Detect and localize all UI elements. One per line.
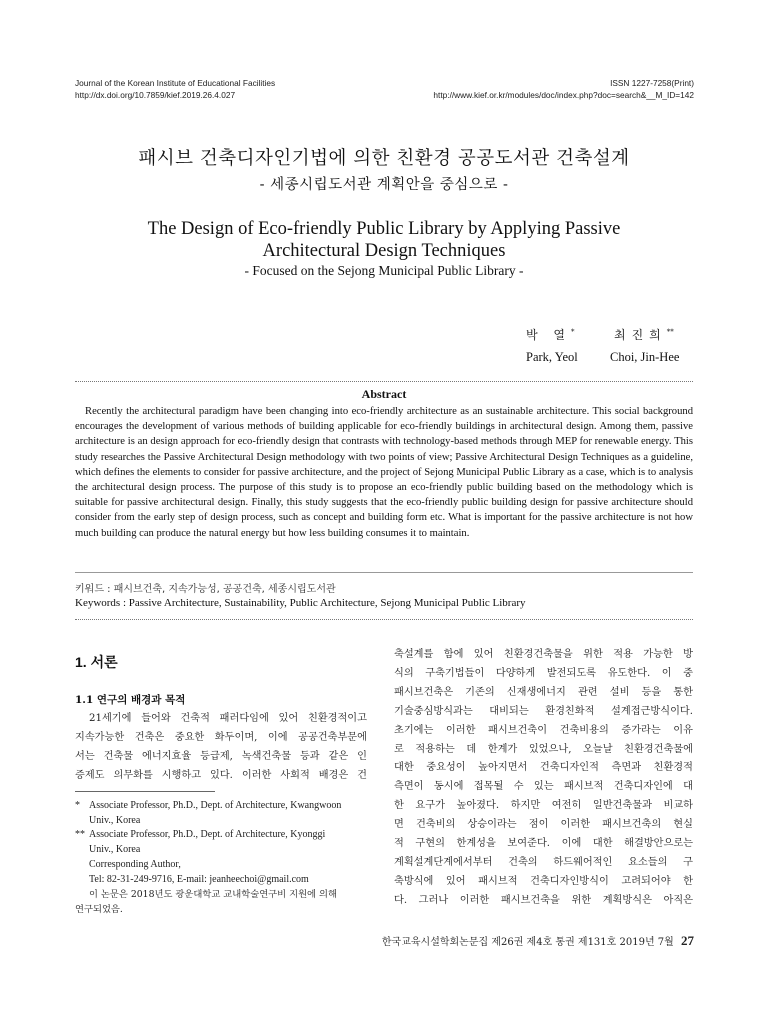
body-column-left [75, 646, 367, 786]
body-line: 로 적용하는 데 한계가 있었으나, 오늘날 친환경건축물에 [394, 743, 693, 755]
body-line: 대한 중요성이 높아지면서 건축디자인적 측면과 친환경적 [394, 762, 693, 774]
body-line: 증제도 의무화를 시행하고 있다. 이러한 사회적 배경은 건 [75, 769, 367, 781]
running-header-right [433, 77, 694, 101]
body-column-right [394, 646, 693, 911]
title-korean: 패시브 건축디자인기법에 의한 친환경 공공도서관 건축설계 [138, 148, 630, 169]
subtitle-korean: - 세종시립도서관 계획안을 중심으로 - [259, 177, 509, 193]
keywords-korean: 키워드 : 패시브건축, 지속가능성, 공공건축, 세종시립도서관 [75, 584, 336, 595]
body-line: 축방식에 있어 패시브적 건축디자인방식이 고려되어야 한 [394, 875, 693, 887]
footnotes [75, 799, 367, 917]
body-line: 면 건축비의 상승이라는 점이 이러한 패시브건축의 현실 [394, 819, 693, 831]
section-title: 1. 서론 [75, 654, 118, 670]
author-1-mark: * [571, 328, 575, 336]
subsection-title: 1.1 연구의 배경과 목적 [75, 694, 186, 706]
divider-top [75, 381, 693, 382]
footnote-2-line: Univ., Korea [89, 844, 141, 856]
body-line: 다. 그러나 이러한 패시브건축을 위한 계획방식은 아직은 [394, 894, 693, 906]
divider-keywords [75, 619, 693, 620]
journal-url[interactable]: http://www.kief.or.kr/modules/doc/index.php?doc=search&__M_ID=142 [433, 90, 694, 100]
funding-note-line: 이 논문은 2018년도 광운대학교 교내학술연구비 지원에 의해 [89, 889, 337, 901]
abstract-heading: Abstract [361, 387, 407, 401]
author-2-korean-name: 최진희 [614, 328, 667, 342]
body-text-right [394, 646, 693, 911]
body-line: 계획설계단계에서부터 건축의 하드웨어적인 요소들의 구 [394, 856, 693, 868]
body-line: 패시브건축은 기존의 신재생에너지 관련 설비 등을 통한 [394, 686, 693, 698]
journal-name: Journal of the Korean Institute of Educational Facilities [75, 78, 276, 88]
body-line: 축설계를 함에 있어 친환경건축물을 위한 적용 가능한 방 [394, 649, 693, 660]
author-2-mark: ** [666, 328, 674, 336]
body-line: 한 요구가 높아졌다. 하지만 여전히 일반건축물과 비교하 [394, 800, 693, 812]
author-1-korean [526, 321, 614, 346]
doi-link[interactable]: http://dx.doi.org/10.7859/kief.2019.26.4.027 [75, 90, 236, 100]
funding-note-line: 연구되었음. [75, 904, 123, 916]
page-footer [382, 933, 694, 949]
subtitle-english: - Focused on the Sejong Municipal Public Library - [244, 263, 524, 278]
body-line: 기술중심방식과는 대비되는 환경친화적 설계접근방식이다. [394, 705, 693, 717]
footnote-1-line: Univ., Korea [89, 814, 141, 826]
footnote-author-2 [75, 828, 367, 887]
title-english-line1: The Design of Eco-friendly Public Library by Applying Passive [147, 219, 621, 239]
author-1-korean-name: 박 열 [526, 328, 571, 342]
footnote-1-line: Associate Professor, Ph.D., Dept. of Architecture, Kwangwoon [89, 800, 342, 811]
footnote-2-line: Associate Professor, Ph.D., Dept. of Architecture, Kyonggi [89, 829, 326, 841]
author-english-row [526, 346, 694, 368]
footnote-2-line: Tel: 82-31-249-9716, E-mail: jeanheechoi@gmail.com [89, 873, 309, 885]
author-block [526, 321, 694, 368]
keywords-english: Keywords : Passive Architecture, Sustainability, Public Architecture, Sejong Municipal Public Library [75, 597, 526, 609]
body-line: 서는 건축물 에너지효율 등급제, 녹색건축물 등과 같은 인 [75, 750, 367, 762]
author-2-english: Choi, Jin-Hee [610, 350, 680, 364]
footer-citation: 한국교육시설학회논문집 제26권 제4호 통권 제131호 2019년 7월 [381, 937, 674, 948]
body-line: 측면이 동시에 접목될 수 있는 패시브적 건축디자인에 대 [394, 781, 693, 793]
divider-abstract [75, 572, 693, 573]
body-line: 적 구현의 한계성을 보여준다. 이에 대한 해결방안으로는 [394, 838, 693, 850]
author-2-korean [614, 321, 694, 346]
author-korean-row [526, 321, 694, 346]
footnote-2-line: Corresponding Author, [89, 858, 181, 870]
body-line: 지속가능한 건축은 중요한 화두이며, 이에 공공건축부문에 [75, 731, 367, 743]
footnote-divider [75, 791, 215, 792]
author-1-english: Park, Yeol [526, 350, 578, 364]
footnote-2-symbol: ** [75, 829, 85, 841]
body-text-left [75, 710, 367, 786]
footnote-author-1 [75, 799, 367, 828]
page-number: 27 [681, 933, 694, 948]
funding-note [75, 887, 367, 917]
abstract-text: Recently the architectural paradigm have been changing into eco-friendly architecture as an sustainable architecture. This social background encourages the development of various methods of building applicable for eco-friendly buildings in architectural design. Among them, passive architecture is an design approach for eco-friendly design that contrasts with technology-based methods through MEP for renewable energy. This study researches the Passive Architectural Design methodology with two points of view; Passive Architectural Design Techniques as a guideline, which defines the elements to consider for passive architecture, and the project of Sejong Municipal Public Library as a case, which is to analysis the architectural design process. The purpose of this study is to propose an eco-friendly public building based on the methodology which is suitable for passive architectural design. Finally, this study suggests that the eco-friendly public building design for passive architecture should consider from the early step of design process, such as concept and building form etc. What is important for the passive architecture is not how much building can produce the natural energy but how less building consumes it to maintain. [75, 406, 693, 539]
issn: ISSN 1227-7258(Print) [610, 78, 694, 88]
running-header-left [75, 77, 275, 101]
footnote-1-symbol: * [75, 800, 80, 811]
body-line: 초기에는 이러한 패시브건축이 건축비용의 증가라는 이유 [394, 724, 693, 736]
body-line: 식의 구축기법들이 다양하게 발전되도록 유도한다. 이 중 [394, 667, 693, 679]
body-line: 21세기에 들어와 건축적 패러다임에 있어 친환경적이고 [89, 713, 367, 724]
title-english [0, 218, 768, 262]
title-english-line2: Architectural Design Techniques [262, 241, 506, 261]
